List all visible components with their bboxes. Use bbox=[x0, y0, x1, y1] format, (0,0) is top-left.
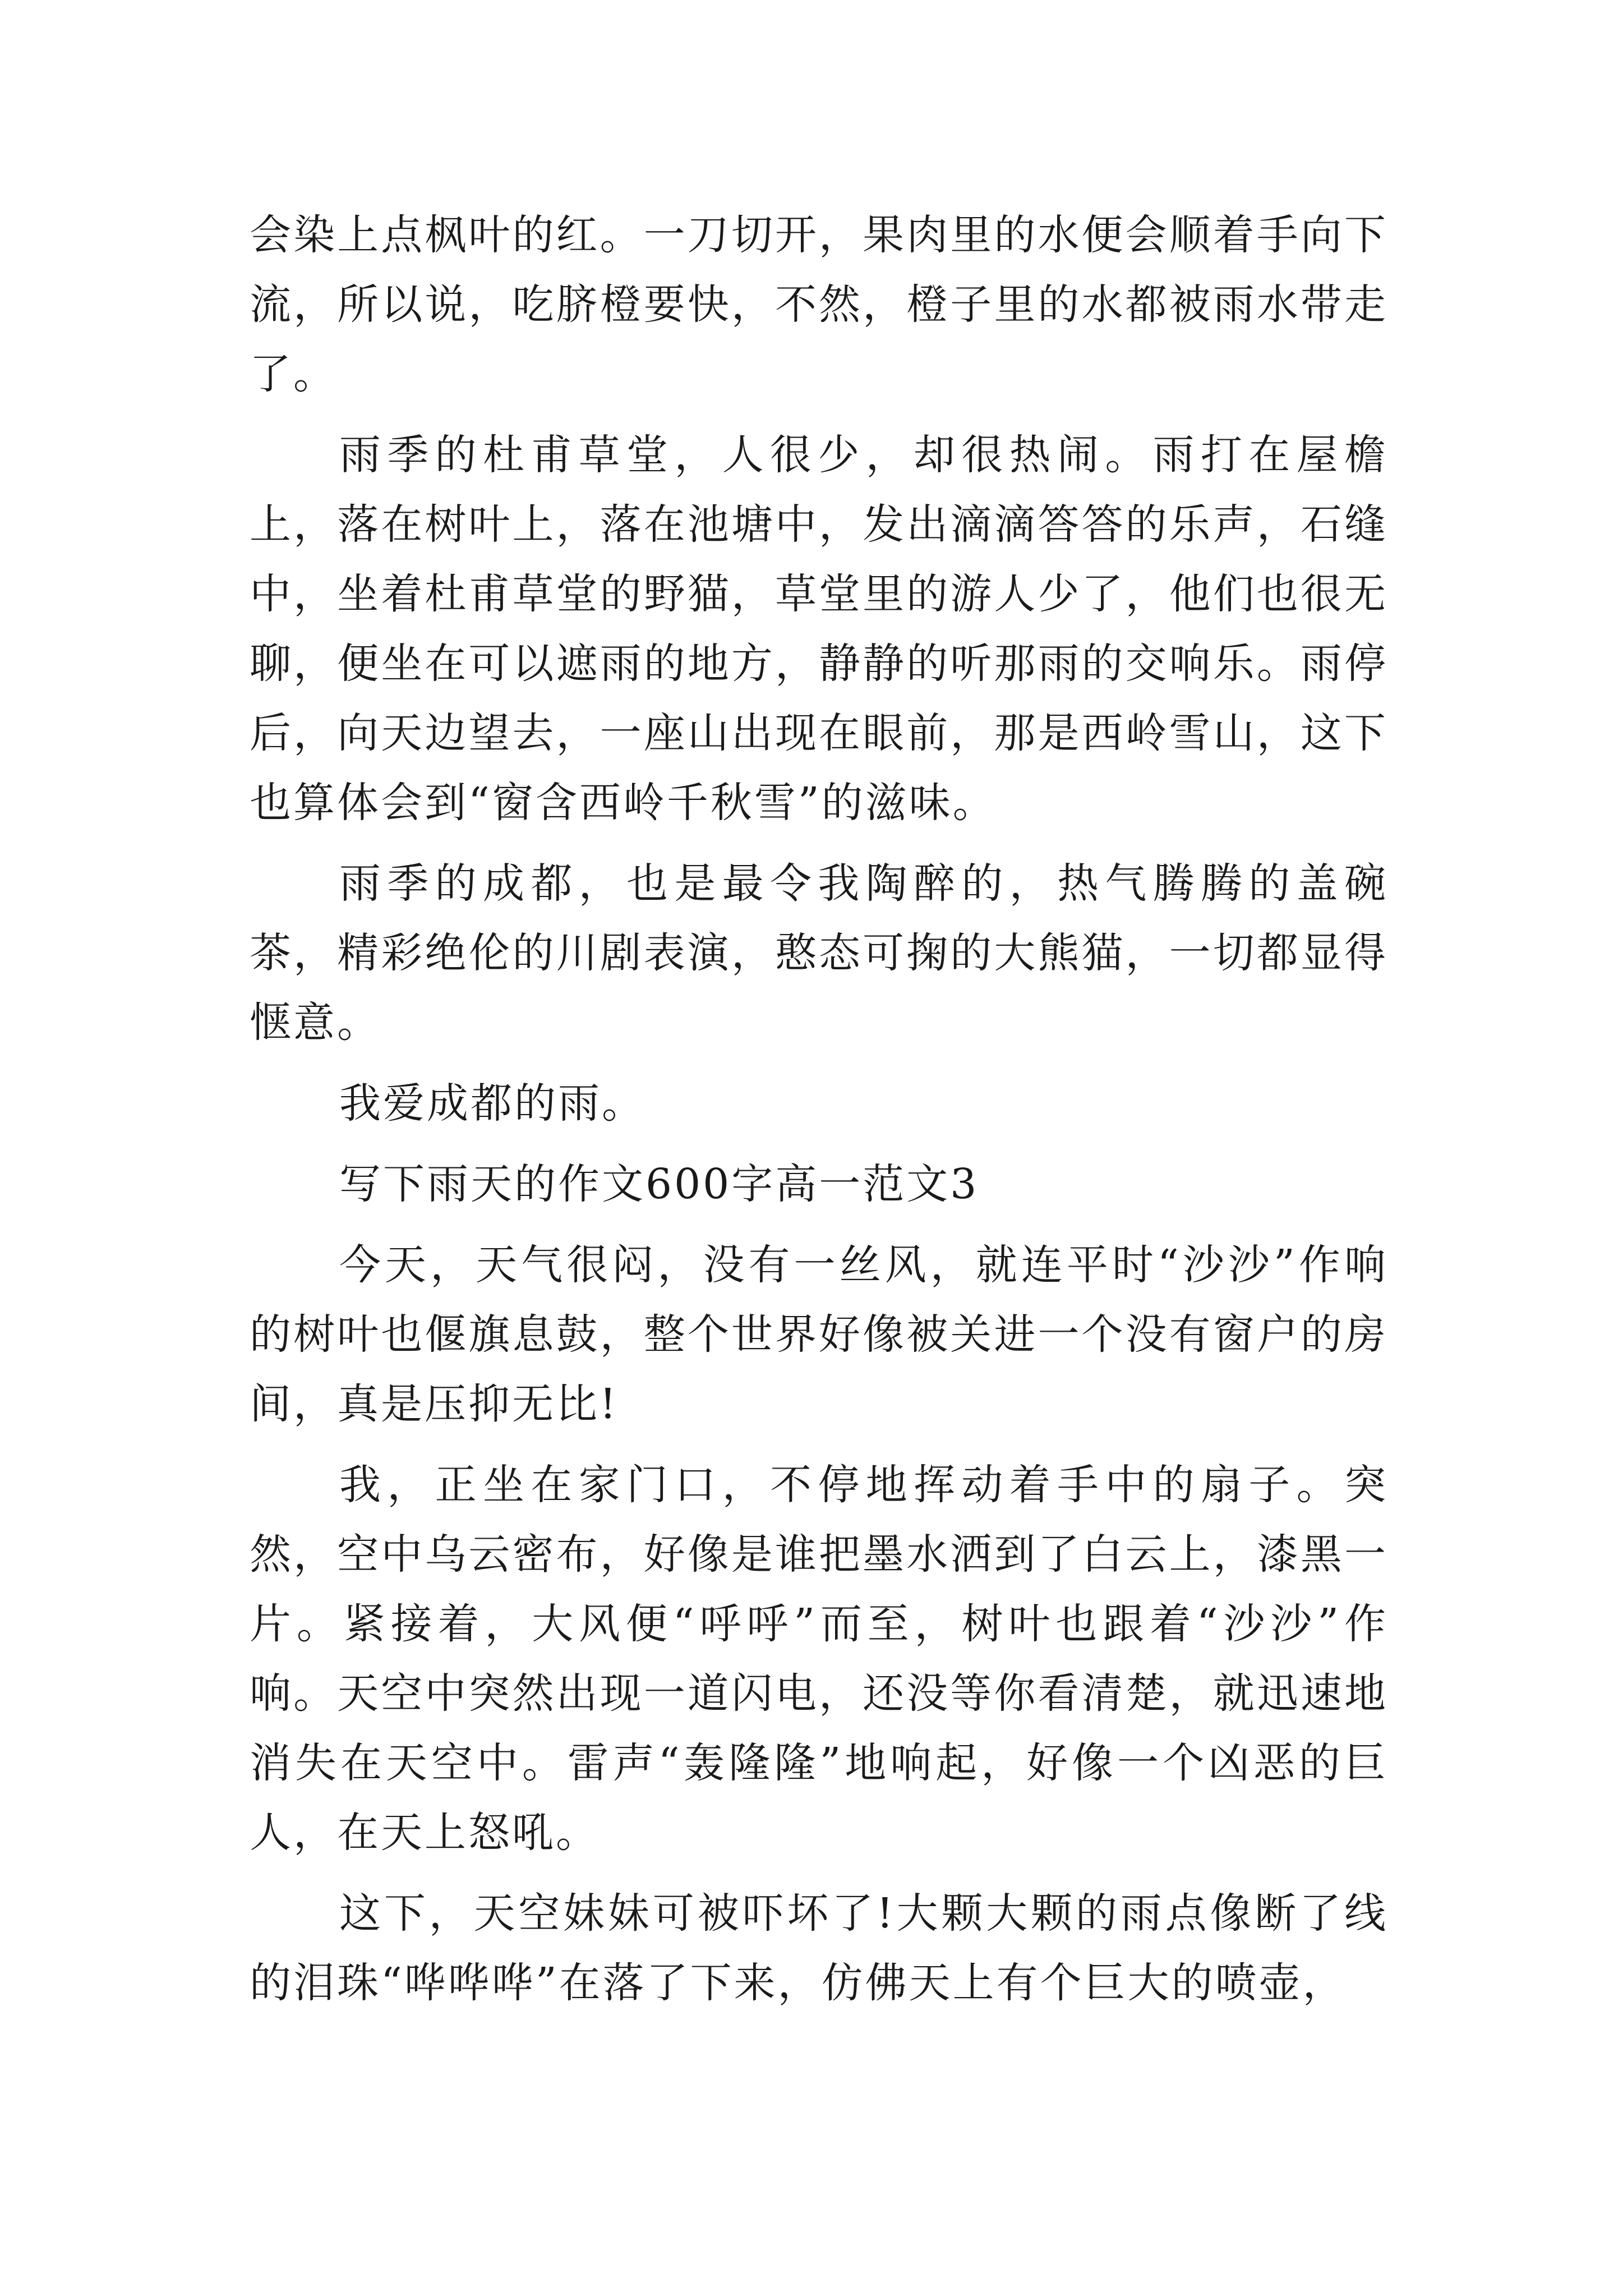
paragraph-7: 这下，天空妹妹可被吓坏了!大颗大颗的雨点像断了线的泪珠“哗哗哗”在落了下来，仿佛天上有个巨大的喷壶， bbox=[250, 1889, 1388, 2007]
paragraph-1: 会染上点枫叶的红。一刀切开，果肉里的水便会顺着手向下流，所以说，吃脐橙要快，不然，橙子里的水都被雨水带走了。 bbox=[250, 211, 1388, 398]
paragraph-4: 我爱成都的雨。 bbox=[339, 1079, 645, 1128]
section-title: 写下雨天的作文600字高一范文3 bbox=[339, 1160, 979, 1208]
paragraph-6: 我，正坐在家门口，不停地挥动着手中的扇子。突然，空中乌云密布，好像是谁把墨水洒到了白云上，漆黑一片。紧接着，大风便“呼呼”而至，树叶也跟着“沙沙”作响。天空中突然出现一道闪电，还没等你看清楚，就迅速地消失在天空中。雷声“轰隆隆”地响起，好像一个凶恶的巨人，在天上怒吼。 bbox=[250, 1461, 1388, 1857]
paragraph-2: 雨季的杜甫草堂，人很少，却很热闹。雨打在屋檐上，落在树叶上，落在池塘中，发出滴滴答答的乐声，石缝中，坐着杜甫草堂的野猫，草堂里的游人少了，他们也很无聊，便坐在可以遮雨的地方，静静的听那雨的交响乐。雨停后，向天边望去，一座山出现在眼前，那是西岭雪山，这下也算体会到“窗含西岭千秋雪”的滋味。 bbox=[250, 431, 1388, 827]
document-body bbox=[250, 200, 1388, 2029]
paragraph-5: 今天，天气很闷，没有一丝风，就连平时“沙沙”作响的树叶也偃旗息鼓，整个世界好像被关进一个没有窗户的房间，真是压抑无比! bbox=[250, 1241, 1388, 1428]
paragraph-3: 雨季的成都，也是最令我陶醉的，热气腾腾的盖碗茶，精彩绝伦的川剧表演，憨态可掬的大熊猫，一切都显得惬意。 bbox=[250, 859, 1388, 1047]
